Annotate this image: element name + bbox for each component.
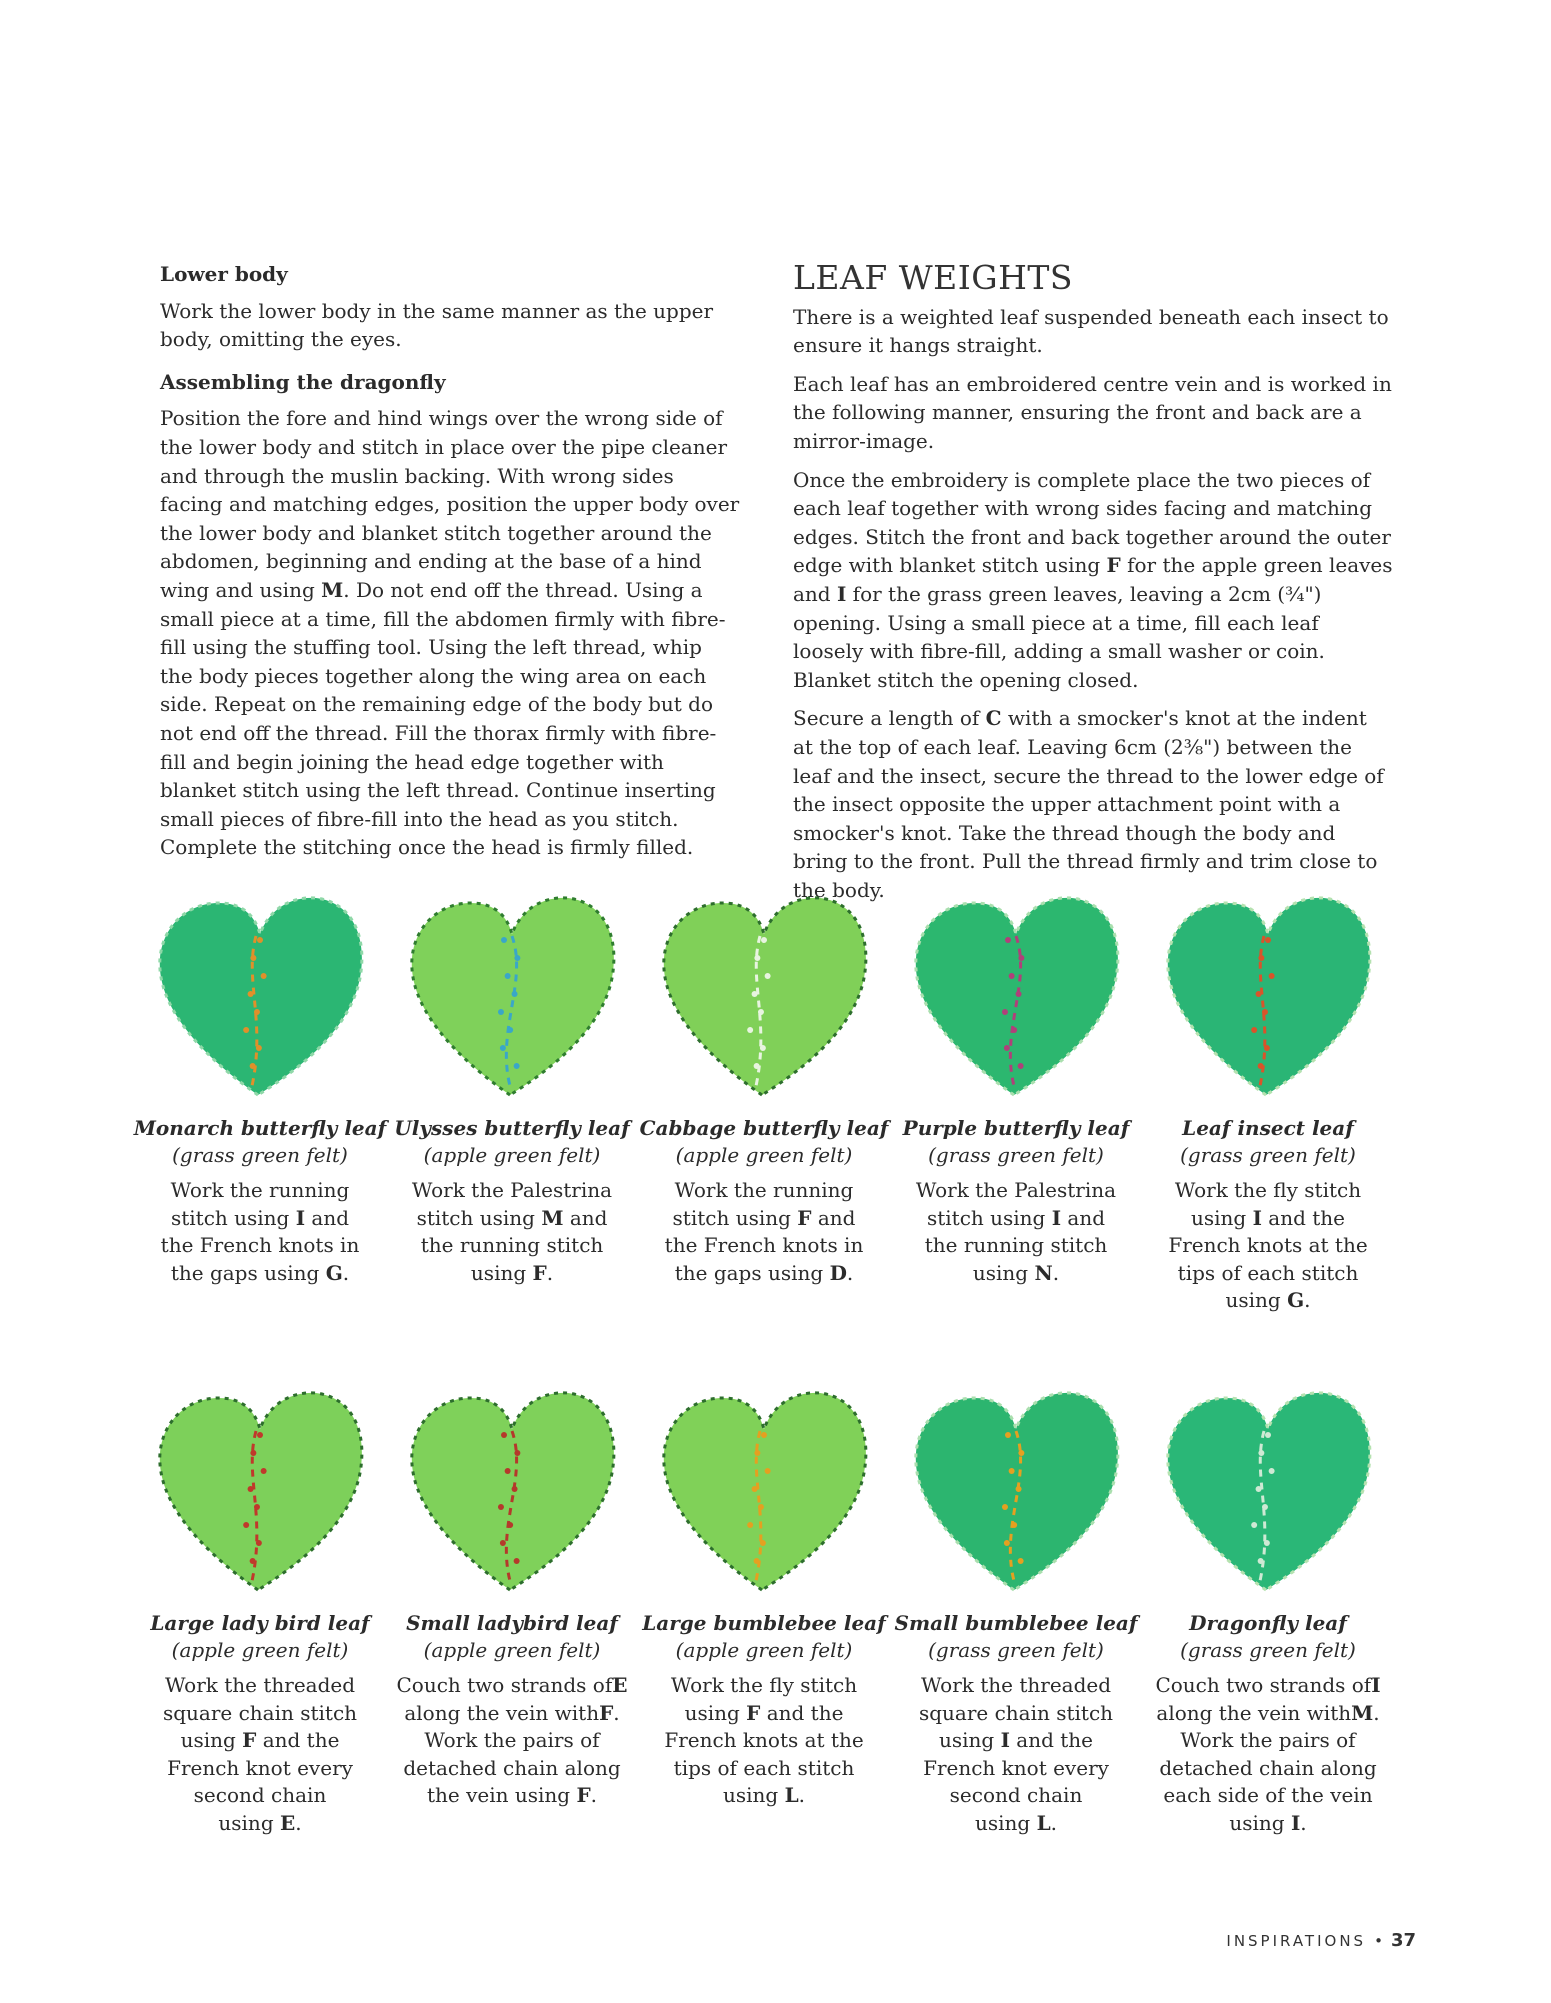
leaf-card — [133, 1385, 387, 1837]
french-knot — [501, 1432, 507, 1438]
french-knot — [1004, 1540, 1010, 1546]
leaf-title — [637, 1115, 891, 1169]
french-knot — [243, 1522, 249, 1528]
thread-code: F — [1106, 553, 1121, 578]
instruction-text: and the — [256, 1728, 340, 1752]
french-knot — [261, 1468, 267, 1474]
leaf-title — [1141, 1610, 1395, 1664]
heart-leaf-image — [148, 890, 372, 1105]
lower-body-heading: Lower body — [160, 262, 288, 286]
french-knot — [765, 973, 771, 979]
instruction-text: using — [974, 1810, 1037, 1835]
french-knot — [498, 1009, 504, 1015]
french-knot — [765, 1468, 771, 1474]
french-knot — [1262, 1504, 1268, 1510]
french-knot — [254, 1504, 260, 1510]
p3-part-c: for the grass green leaves, leaving a 2cm (¾") opening. Using a small piece at a time, fill each leaf loosely with fibre-fill, adding a small washer or coin. Blanket stitch the opening closed. — [793, 581, 1325, 692]
french-knot — [250, 955, 256, 961]
french-knot — [1018, 1558, 1024, 1564]
instruction-text: stitch using — [926, 1205, 1052, 1230]
leaf-instructions — [1141, 1672, 1395, 1837]
leaf-instructions — [133, 1177, 387, 1287]
french-knot — [1262, 1009, 1268, 1015]
french-knot — [1018, 955, 1024, 961]
instruction-text: using — [218, 1810, 280, 1835]
french-knot — [507, 1522, 513, 1528]
leaf-felt-type: (grass green felt) — [928, 1638, 1104, 1662]
instruction-text: Work the threaded — [164, 1673, 356, 1697]
leaf-weights-p3 — [793, 466, 1393, 695]
thread-code: M — [1351, 1700, 1374, 1725]
french-knot — [250, 1450, 256, 1456]
instruction-text: . — [846, 1260, 854, 1285]
french-knot — [1005, 937, 1011, 943]
leaf-felt-type: (grass green felt) — [1180, 1143, 1356, 1167]
leaf-title — [889, 1610, 1143, 1664]
french-knot — [761, 937, 767, 943]
instruction-text: . — [295, 1810, 302, 1835]
instruction-text: square chain stitch — [162, 1700, 358, 1725]
instruction-text: . — [1050, 1810, 1057, 1835]
leaf-felt-type: (apple green felt) — [423, 1143, 601, 1167]
french-knot — [754, 1450, 760, 1456]
leaf-title — [133, 1115, 387, 1169]
leaf-title — [637, 1610, 891, 1664]
french-knot — [1005, 1432, 1011, 1438]
french-knot — [1016, 991, 1022, 997]
assembling-text-part2: . Do not end off the thread. Using a small piece at a time, fill the abdomen firmly with fibre-fill using the stuffing tool. Using the left thread, whip the body pieces together along the wing area on each side. Repeat on the remaining edge of the body but do not end off the thread. Fill the thorax firmly with fibre-fill and begin joining the head edge together with blanket stitch using the left thread. Continue inserting small pieces of fibre-fill into the head as you stitch. Complete the stitching once the head is firmly filled. — [160, 577, 726, 860]
thread-code: I — [836, 581, 847, 606]
french-knot — [1011, 1522, 1017, 1528]
instruction-text: using — [1190, 1205, 1253, 1230]
leaf-title — [385, 1115, 639, 1169]
instruction-text: Couch two strands of — [1155, 1673, 1372, 1697]
french-knot — [752, 1486, 758, 1492]
french-knot — [747, 1522, 753, 1528]
thread-code: F — [797, 1205, 812, 1230]
assembling-text — [160, 404, 740, 862]
assembling-text-part1: Position the fore and hind wings over the wrong side of the lower body and stitch in place over the pipe cleaner and through the muslin backing. With wrong sides facing and matching edges, position the upper body over the lower body and blanket stitch together around the abdomen, beginning and ending at the base of a hind wing and using — [160, 406, 740, 602]
instruction-text: using — [938, 1728, 1001, 1752]
instruction-text: along the vein with — [404, 1700, 600, 1725]
french-knot — [505, 1468, 511, 1474]
leaf-title — [133, 1610, 387, 1664]
instruction-text: and the — [760, 1700, 844, 1725]
instruction-text: the running stitch — [420, 1233, 604, 1257]
footer-section: INSPIRATIONS — [1226, 1932, 1367, 1950]
instruction-text: French knots at the — [664, 1728, 864, 1752]
thread-code: F — [576, 1783, 591, 1807]
french-knot — [498, 1504, 504, 1510]
leaf-name: Monarch butterfly leaf — [133, 1116, 387, 1140]
french-knot — [248, 1486, 254, 1492]
heart-leaf-image — [400, 890, 624, 1105]
leaf-instructions — [889, 1672, 1143, 1837]
french-knot — [514, 1450, 520, 1456]
french-knot — [1265, 1432, 1271, 1438]
french-knot — [1265, 937, 1271, 943]
leaf-card — [637, 1385, 891, 1810]
leaf-name: Purple butterfly leaf — [902, 1116, 1130, 1140]
heart-leaf-image — [148, 1385, 372, 1600]
french-knot — [1251, 1027, 1257, 1033]
french-knot — [514, 955, 520, 961]
instruction-text: using — [470, 1260, 533, 1285]
french-knot — [501, 937, 507, 943]
leaf-card — [637, 890, 891, 1287]
leaf-instructions — [385, 1672, 639, 1810]
french-knot — [1251, 1522, 1257, 1528]
instruction-text: Work the fly stitch — [1174, 1178, 1362, 1202]
leaf-name: Large lady bird leaf — [150, 1611, 370, 1635]
thread-code: I — [1371, 1673, 1381, 1697]
leaf-felt-type: (grass green felt) — [1180, 1638, 1356, 1662]
french-knot — [1269, 1468, 1275, 1474]
french-knot — [758, 1504, 764, 1510]
french-knot — [1011, 1027, 1017, 1033]
french-knot — [256, 1045, 262, 1051]
french-knot — [1258, 1450, 1264, 1456]
instruction-text: second chain — [949, 1783, 1083, 1807]
instruction-text: . Work the pairs of — [424, 1700, 620, 1752]
instruction-text: Work the threaded — [920, 1673, 1112, 1697]
heart-leaf-image — [1156, 890, 1380, 1105]
french-knot — [1264, 1540, 1270, 1546]
heart-leaf-image — [652, 890, 876, 1105]
leaf-weights-p2: Each leaf has an embroidered centre vein and is worked in the following manner, ensuring the front and back are a mirror-image. — [793, 371, 1392, 453]
instruction-text: the French knots in — [664, 1233, 864, 1257]
instruction-text: . — [342, 1260, 350, 1285]
instruction-text: each side of the vein — [1163, 1783, 1373, 1807]
leaf-instructions — [1141, 1177, 1395, 1315]
leaf-title — [889, 1115, 1143, 1169]
instruction-text: and — [305, 1205, 350, 1230]
instruction-text: and the — [1261, 1205, 1346, 1230]
french-knot — [1264, 1045, 1270, 1051]
thread-code: G — [325, 1260, 343, 1285]
leaf-weights-p4 — [793, 704, 1393, 904]
leaf-instructions — [385, 1177, 639, 1287]
instruction-text: . — [798, 1783, 805, 1807]
instruction-text: and — [811, 1205, 856, 1230]
instruction-text: French knots at the — [1168, 1233, 1368, 1257]
french-knot — [507, 1027, 513, 1033]
instruction-text: Work the fly stitch — [670, 1673, 858, 1697]
heart-leaf-image — [400, 1385, 624, 1600]
instruction-text: using — [722, 1783, 785, 1807]
p3-part-a: Once the embroidery is complete place the two pieces of each leaf together with wrong sides facing and matching edges. Stitch the front and back together around the outer edge with blanket stitch using — [793, 467, 1391, 578]
french-knot — [1004, 1045, 1010, 1051]
leaf-card — [1141, 1385, 1395, 1837]
leaf-felt-shape — [1168, 898, 1370, 1095]
thread-code: I — [295, 1205, 306, 1230]
instruction-text: the French knots in — [160, 1233, 360, 1257]
french-knot — [248, 991, 254, 997]
page-number: 37 — [1390, 1930, 1416, 1951]
instruction-text: Work the running — [170, 1178, 350, 1202]
french-knot — [760, 1045, 766, 1051]
instruction-text: stitch using — [672, 1205, 798, 1230]
french-knot — [505, 973, 511, 979]
leaf-felt-type: (apple green felt) — [675, 1143, 853, 1167]
leaf-felt-type: (apple green felt) — [171, 1638, 349, 1662]
leaf-card — [385, 1385, 639, 1810]
thread-code: F — [599, 1700, 614, 1725]
french-knot — [1009, 973, 1015, 979]
french-knot — [514, 1558, 520, 1564]
assembling-heading: Assembling the dragonfly — [160, 369, 446, 394]
thread-code: I — [1252, 1205, 1262, 1230]
instruction-text: using — [684, 1700, 747, 1725]
leaf-card — [1141, 890, 1395, 1315]
instruction-text: along the vein with — [1156, 1700, 1352, 1725]
french-knot — [1258, 1063, 1264, 1069]
instruction-text: using — [1229, 1810, 1291, 1835]
french-knot — [1256, 1486, 1262, 1492]
leaf-felt-type: (apple green felt) — [423, 1638, 601, 1662]
instruction-text: French knot every — [167, 1755, 353, 1780]
instruction-text: . — [590, 1783, 598, 1807]
heart-leaf-image — [1156, 1385, 1380, 1600]
lower-body-text: Work the lower body in the same manner as the upper body, omitting the eyes. — [160, 298, 714, 352]
instruction-text: Work the Palestrina — [915, 1178, 1117, 1202]
leaf-name: Large bumblebee leaf — [642, 1611, 886, 1635]
p3-part-b: for the apple green leaves and — [793, 553, 1393, 606]
leaf-felt-type: (apple green felt) — [675, 1638, 853, 1662]
leaf-felt-shape — [664, 898, 866, 1095]
french-knot — [760, 1540, 766, 1546]
french-knot — [1002, 1504, 1008, 1510]
left-column — [160, 260, 740, 872]
french-knot — [256, 1540, 262, 1546]
instruction-text: the gaps using — [674, 1260, 830, 1285]
right-column — [793, 260, 1393, 914]
leaf-title — [385, 1610, 639, 1664]
leaf-name: Cabbage butterfly leaf — [639, 1116, 889, 1140]
section-title: LEAF WEIGHTS — [793, 258, 1074, 297]
leaf-card — [889, 1385, 1143, 1837]
french-knot — [1002, 1009, 1008, 1015]
leaf-instructions — [889, 1177, 1143, 1287]
leaf-weights-p1: There is a weighted leaf suspended beneath each insect to ensure it hangs straight. — [793, 304, 1389, 358]
thread-code: I — [1000, 1728, 1010, 1752]
instruction-text: using — [180, 1728, 243, 1752]
french-knot — [754, 955, 760, 961]
french-knot — [754, 1558, 760, 1564]
leaf-felt-type: (grass green felt) — [928, 1143, 1104, 1167]
instruction-text: Couch two strands of — [396, 1673, 613, 1697]
thread-code: I — [1290, 1810, 1301, 1835]
thread-code: F — [242, 1728, 257, 1752]
leaf-instructions — [637, 1177, 891, 1287]
instruction-text: stitch using — [416, 1205, 542, 1230]
leaf-name: Ulysses butterfly leaf — [394, 1116, 630, 1140]
leaf-felt-shape — [160, 898, 362, 1095]
french-knot — [758, 1009, 764, 1015]
heart-leaf-image — [652, 1385, 876, 1600]
thread-code: E — [279, 1810, 296, 1835]
leaf-felt-shape — [1168, 1393, 1370, 1590]
french-knot — [512, 1486, 518, 1492]
french-knot — [1258, 955, 1264, 961]
leaf-instructions — [637, 1672, 891, 1810]
instruction-text: and — [1061, 1205, 1106, 1230]
french-knot — [500, 1540, 506, 1546]
french-knot — [512, 991, 518, 997]
leaf-felt-shape — [664, 1393, 866, 1590]
instruction-text: tips of each stitch — [673, 1755, 855, 1780]
leaf-name: Dragonfly leaf — [1189, 1611, 1347, 1635]
instruction-text: the running stitch — [924, 1233, 1108, 1257]
instruction-text: tips of each stitch — [1177, 1260, 1359, 1285]
thread-code: F — [532, 1260, 547, 1285]
french-knot — [261, 973, 267, 979]
instruction-text: Work the running — [674, 1178, 854, 1202]
instruction-text: square chain stitch — [918, 1700, 1114, 1725]
french-knot — [250, 1063, 256, 1069]
instruction-text: second chain — [193, 1783, 327, 1807]
french-knot — [747, 1027, 753, 1033]
thread-code: G — [1287, 1288, 1305, 1312]
heart-leaf-image — [904, 890, 1128, 1105]
instruction-text: . — [546, 1260, 554, 1285]
heart-leaf-image — [904, 1385, 1128, 1600]
leaf-title — [1141, 1115, 1395, 1169]
thread-code: C — [985, 706, 1002, 731]
instruction-text: stitch using — [170, 1205, 296, 1230]
french-knot — [514, 1063, 520, 1069]
french-knot — [761, 1432, 767, 1438]
thread-code: E — [612, 1673, 628, 1697]
instruction-text: using — [972, 1260, 1035, 1285]
thread-code: F — [746, 1700, 761, 1725]
leaf-card — [133, 890, 387, 1287]
french-knot — [1018, 1450, 1024, 1456]
instruction-text: . — [1304, 1288, 1311, 1312]
thread-code: L — [784, 1783, 799, 1807]
french-knot — [257, 937, 263, 943]
thread-code: M — [541, 1205, 564, 1230]
thread-code: M — [321, 577, 344, 602]
french-knot — [1256, 991, 1262, 997]
footer-separator: • — [1374, 1932, 1383, 1950]
french-knot — [754, 1063, 760, 1069]
leaf-instructions — [133, 1672, 387, 1837]
french-knot — [1258, 1558, 1264, 1564]
instruction-text: Work the Palestrina — [411, 1178, 613, 1202]
thread-code: I — [1051, 1205, 1062, 1230]
thread-code: N — [1034, 1260, 1053, 1285]
french-knot — [243, 1027, 249, 1033]
french-knot — [1009, 1468, 1015, 1474]
p4-part-a: Secure a length of — [793, 706, 986, 731]
french-knot — [1269, 973, 1275, 979]
leaf-felt-type: (grass green felt) — [172, 1143, 348, 1167]
french-knot — [254, 1009, 260, 1015]
leaf-felt-shape — [160, 1393, 362, 1590]
leaf-name: Leaf insect leaf — [1182, 1116, 1354, 1140]
leaf-card — [889, 890, 1143, 1287]
instruction-text: using — [1225, 1288, 1288, 1312]
leaf-card — [385, 890, 639, 1287]
instruction-text: and the — [1009, 1728, 1094, 1752]
thread-code: L — [1036, 1810, 1051, 1835]
instruction-text: French knot every — [923, 1755, 1109, 1780]
instruction-text: the vein using — [426, 1783, 577, 1807]
instruction-text: and — [563, 1205, 608, 1230]
leaf-name: Small ladybird leaf — [406, 1611, 618, 1635]
thread-code: D — [829, 1260, 847, 1285]
instruction-text: . Work the pairs of — [1180, 1700, 1380, 1752]
instruction-text: detached chain along — [403, 1755, 621, 1780]
french-knot — [752, 991, 758, 997]
instruction-text: detached chain along — [1159, 1755, 1377, 1780]
french-knot — [257, 1432, 263, 1438]
page-footer — [1226, 1930, 1416, 1951]
french-knot — [1016, 1486, 1022, 1492]
instruction-text: the gaps using — [170, 1260, 326, 1285]
p4-part-b: with a smocker's knot at the indent at the top of each leaf. Leaving 6cm (2⅜") between the leaf and the insect, secure the thread to the lower edge of the insect opposite the upper attachment point with a smocker's knot. Take the thread though the body and bring to the front. Pull the thread firmly and trim close to the body. — [793, 706, 1384, 902]
french-knot — [250, 1558, 256, 1564]
french-knot — [1018, 1063, 1024, 1069]
french-knot — [500, 1045, 506, 1051]
instruction-text: . — [1300, 1810, 1307, 1835]
instruction-text: . — [1052, 1260, 1060, 1285]
leaf-name: Small bumblebee leaf — [894, 1611, 1138, 1635]
